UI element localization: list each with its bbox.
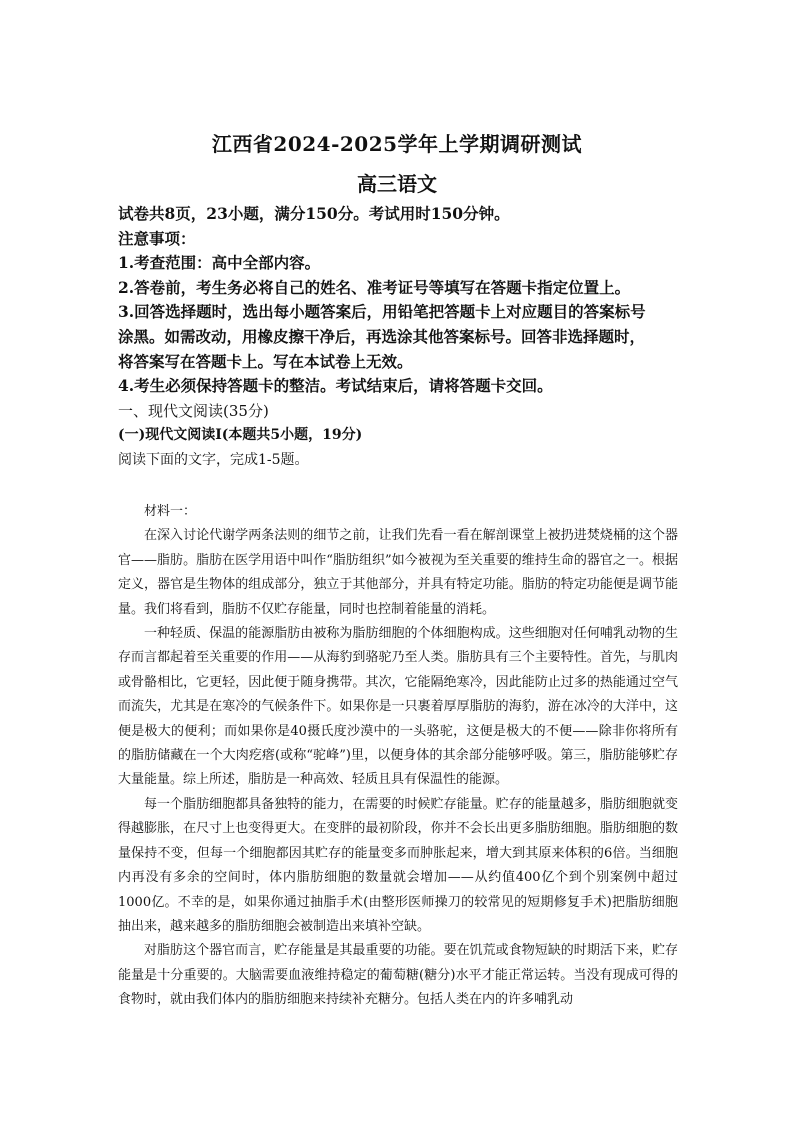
notice-item: 将答案写在答题卡上。写在本试卷上无效。 — [118, 351, 413, 371]
section-heading: 一、现代文阅读(35分) — [118, 401, 269, 420]
reading-prompt: 阅读下面的文字，完成1-5题。 — [118, 451, 309, 468]
instructions-block — [118, 202, 678, 473]
notice-item: 涂黑。如需改动，用橡皮擦干净后，再选涂其他答案标号。回答非选择题时， — [118, 326, 646, 346]
page-subtitle: 高三语文 — [357, 172, 437, 196]
material-label: 材料一： — [144, 504, 197, 519]
exam-summary: 试卷共8页，23小题，满分150分。考试用时150分钟。 — [118, 204, 510, 223]
material-paragraph: 对脂肪这个器官而言，贮存能量是其最重要的功能。要在饥荒或食物短缺的时期活下来，贮存能量是十分重要的。大脑需要血液维持稳定的葡萄糖(糖分)水平才能正常运转。当没有现成可得的食物时，就由我们体内的脂肪细胞来持续补充糖分。包括人类在内的许多哺乳动 — [118, 943, 678, 1008]
material-paragraph: 在深入讨论代谢学两条法则的细节之前，让我们先看一看在解剖课堂上被扔进焚烧桶的这个器官——脂肪。脂肪在医学用语中叫作“脂肪组织”如今被视为至关重要的维持生命的器官之一。根据定义，器官是生物体的组成部分，独立于其他部分，并具有特定功能。脂肪的特定功能便是调节能量。我们将看到，脂肪不仅贮存能量，同时也控制着能量的消耗。 — [118, 528, 678, 617]
material-paragraph: 每一个脂肪细胞都具备独特的能力，在需要的时候贮存能量。贮存的能量越多，脂肪细胞就变得越膨胀，在尺寸上也变得更大。在变胖的最初阶段，你并不会长出更多脂肪细胞。脂肪细胞的数量保持不变，但每一个细胞都因其贮存的能量变多而肿胀起来，增大到其原来体积的6倍。当细胞内再没有多余的空间时，体内脂肪细胞的数量就会增加——从约值400亿个到个别案例中超过1000亿。不幸的是，如果你通过抽脂手术(由整形医师操刀的较常见的短期修复手术)把脂肪细胞抽出来，越来越多的脂肪细胞会被制造出来填补空缺。 — [118, 796, 678, 934]
notice-item: 4.考生必须保持答题卡的整洁。考试结束后，请将答题卡交回。 — [118, 376, 553, 396]
page-title: 江西省2024-2025学年上学期调研测试 — [211, 132, 583, 156]
notice-item: 1.考查范围：高中全部内容。 — [118, 253, 321, 273]
material-paragraph: 一种轻质、保温的能源脂肪由被称为脂肪细胞的个体细胞构成。这些细胞对任何哺乳动物的生存而言都起着至关重要的作用——从海豹到骆驼乃至人类。脂肪具有三个主要特性。首先，与肌肉或骨骼相比，它更轻，因此便于随身携带。其次，它能隔绝寒冷，因此能防止过多的热能通过空气而流失，尤其是在寒冷的气候条件下。如果你是一只裹着厚厚脂肪的海豹，游在冰冷的大洋中，这便是极大的便利；而如果你是40摄氏度沙漠中的一头骆驼，这便是极大的不便——除非你将所有的脂肪储藏在一个大肉疙瘩(或称“驼峰”)里，以便身体的其余部分能够呼吸。第三，脂肪能够贮存大量能量。综上所述，脂肪是一种高效、轻质且具有保温性的能源。 — [118, 626, 678, 788]
section-subheading: (一)现代文阅读Ⅰ(本题共5小题，19分) — [118, 427, 363, 444]
notice-item: 3.回答选择题时，选出每小题答案后，用铅笔把答题卡上对应题目的答案标号 — [118, 302, 646, 322]
notice-heading: 注意事项： — [118, 228, 196, 248]
notice-item: 2.答卷前，考生务必将自己的姓名、准考证号等填写在答题卡指定位置上。 — [118, 277, 631, 297]
material-text — [118, 500, 678, 1013]
